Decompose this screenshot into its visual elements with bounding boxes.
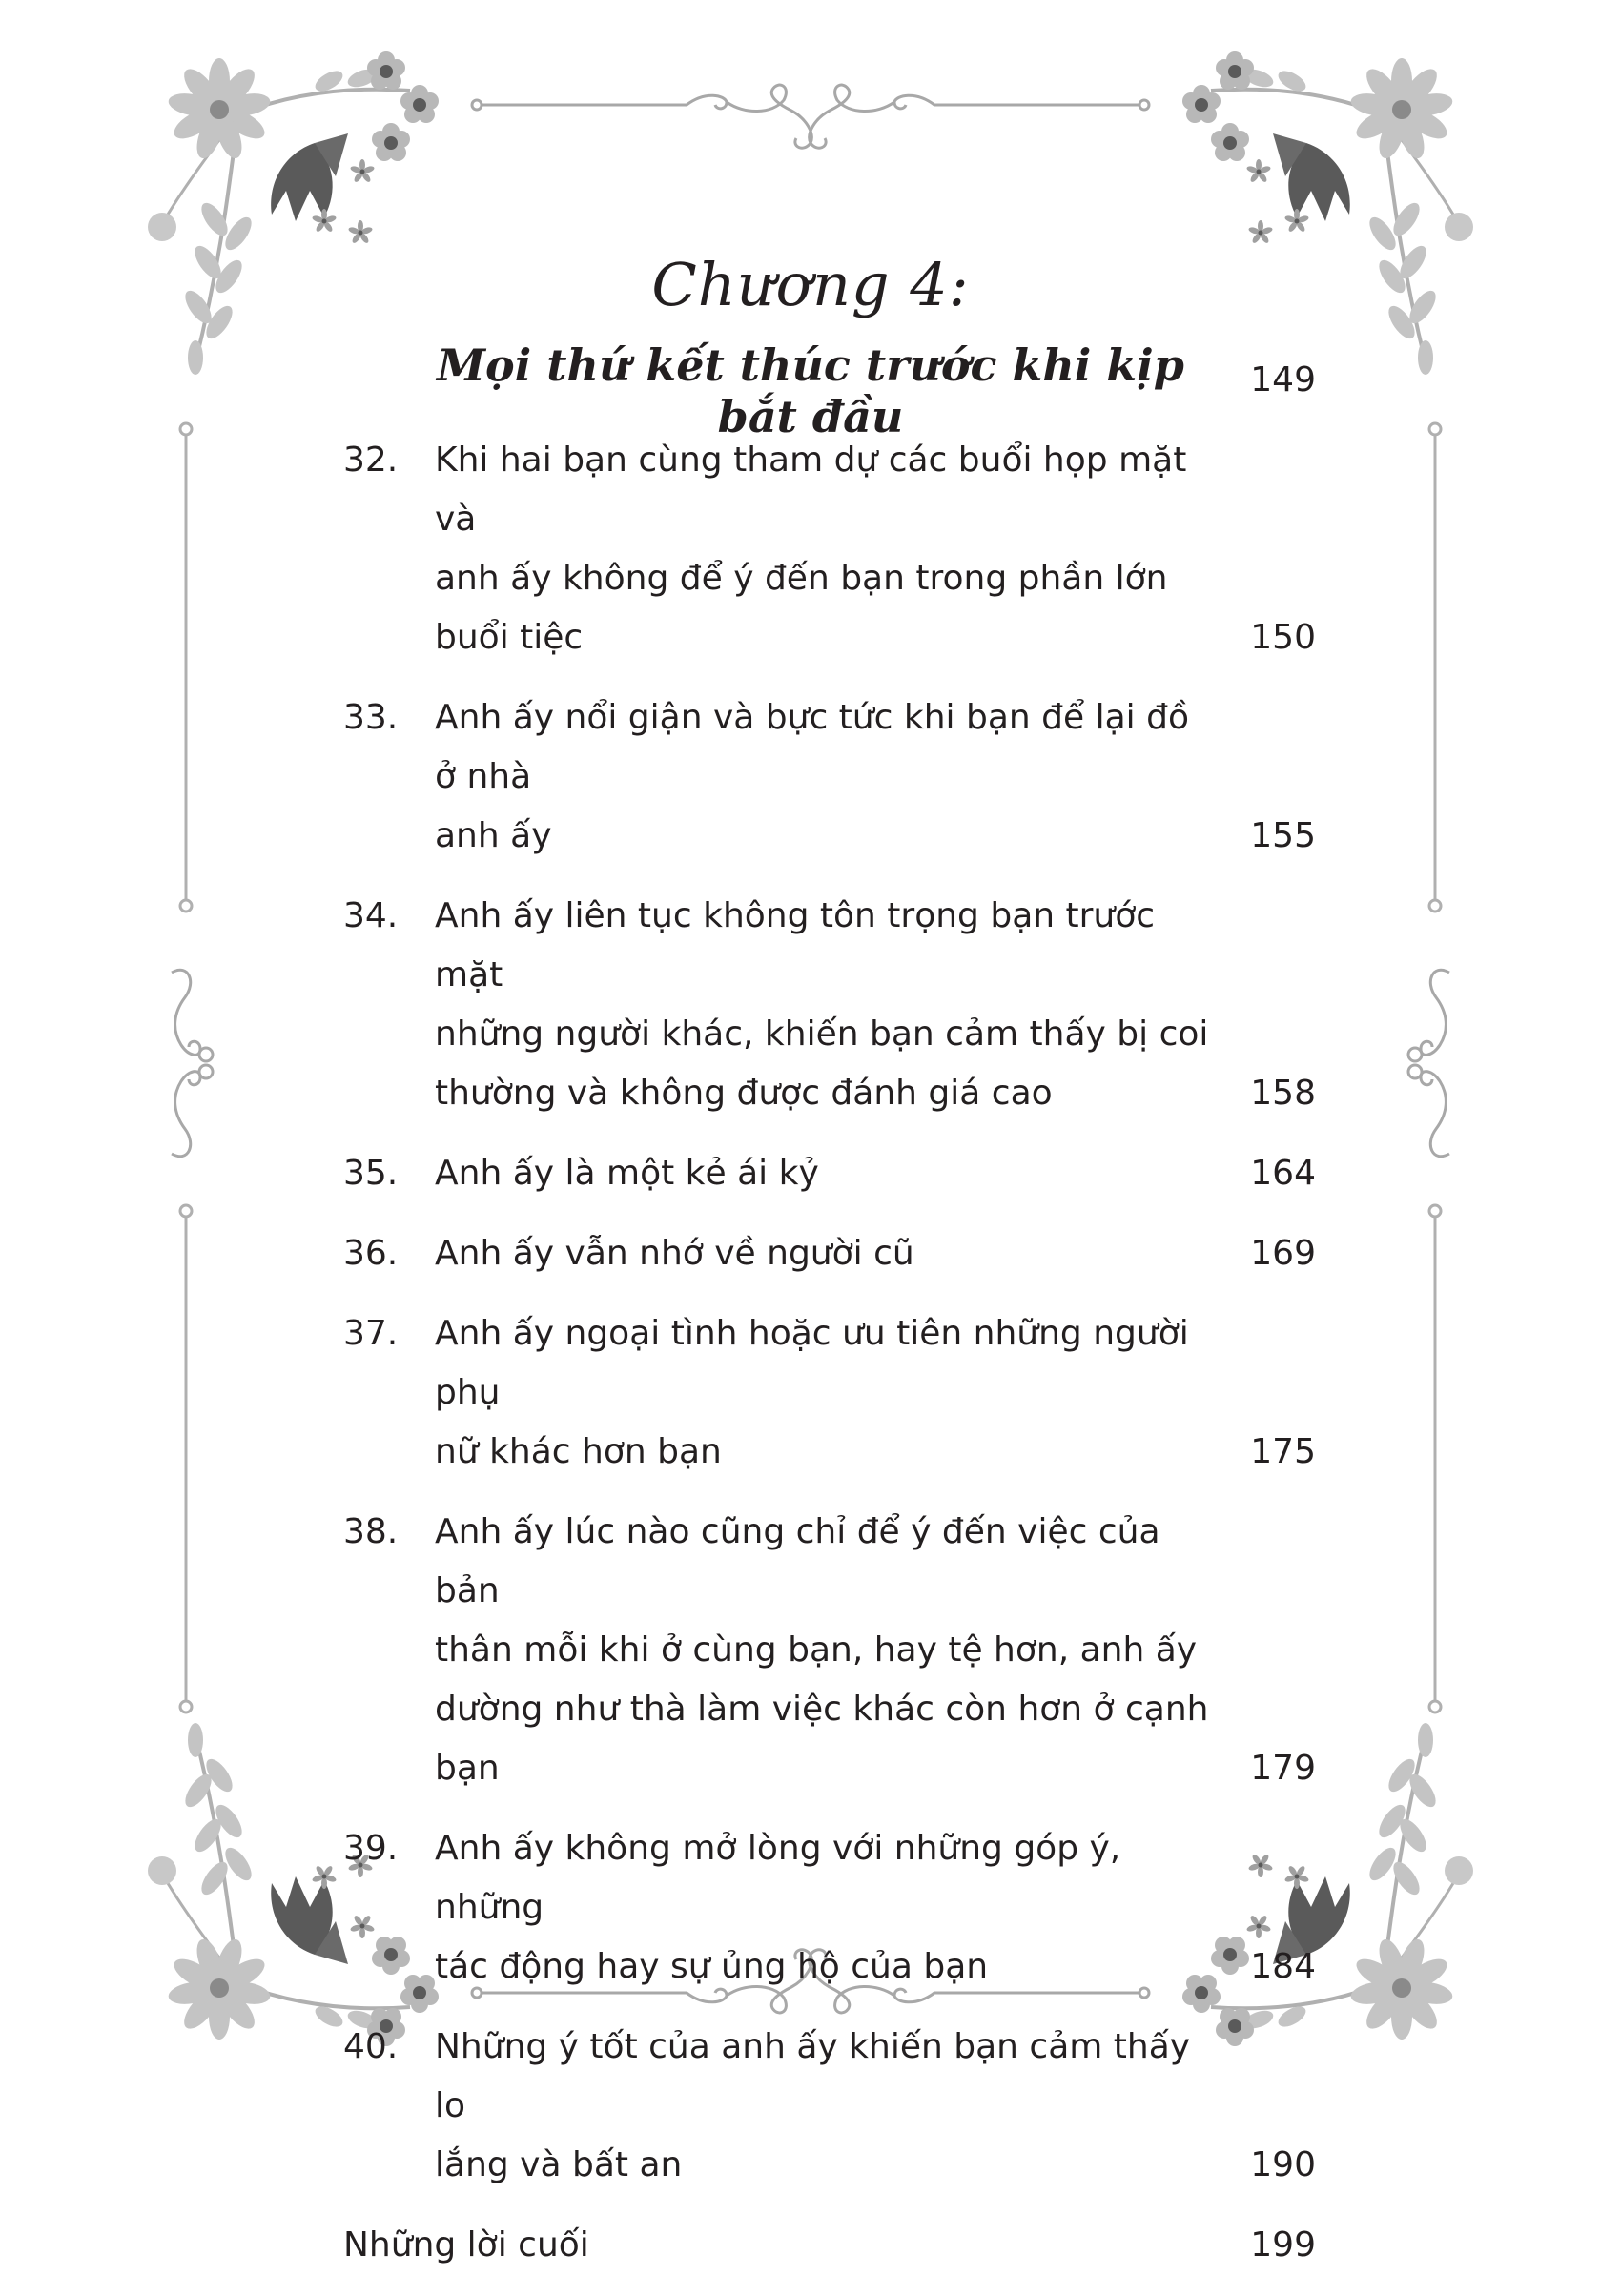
entry-page-number: 164	[1250, 1154, 1316, 1193]
flower-corner-top-left-icon	[148, 51, 439, 375]
entry-number: 34.	[343, 896, 399, 935]
entry-title: Anh ấy vẫn nhớ về người cũ	[435, 1234, 914, 1273]
toc-entry-34	[343, 887, 1316, 1123]
entry-title: Anh ấy lúc nào cũng chỉ để ý đến việc của bản thân mỗi khi ở cùng bạn, hay tệ hơn, anh ấy dường như thà làm việc khác còn hơn ở cạnh bạn	[435, 1512, 1209, 1788]
entry-title: Những ý tốt của anh ấy khiến bạn cảm thấy lo lắng và bất an	[435, 2027, 1191, 2184]
entry-number: 38.	[343, 1512, 399, 1551]
vertical-rule-left	[180, 423, 192, 1712]
chapter-page-number: 149	[1250, 360, 1316, 400]
entry-number: 40.	[343, 2027, 399, 2066]
flower-corner-top-right-icon	[1182, 51, 1473, 375]
toc-entry-36	[343, 1224, 1316, 1283]
entry-page-number: 150	[1250, 618, 1316, 657]
toc-entry-38	[343, 1503, 1316, 1798]
vertical-scroll-left-icon	[172, 970, 213, 1156]
entry-page-number: 175	[1250, 1432, 1316, 1471]
entry-page-number: 169	[1250, 1234, 1316, 1273]
entry-number: 36.	[343, 1234, 399, 1273]
chapter-label: Chương 4:	[651, 250, 970, 319]
entry-title: Anh ấy nổi giận và bực tức khi bạn để lại đồ ở nhà anh ấy	[435, 698, 1189, 855]
entry-number: 35.	[343, 1154, 399, 1193]
chapter-title: Mọi thứ kết thúc trước khi kịp bắt đầu	[437, 339, 1184, 442]
entry-page-number: 190	[1250, 2145, 1316, 2184]
toc-entry-closing	[343, 2216, 1316, 2275]
table-of-contents	[343, 431, 1316, 2296]
entry-number: 32.	[343, 441, 399, 480]
closing-page-number: 199	[1250, 2225, 1316, 2265]
toc-entry-33	[343, 688, 1316, 866]
entry-page-number: 155	[1250, 816, 1316, 855]
entry-title: Anh ấy liên tục không tôn trọng bạn trước mặt những người khác, khiến bạn cảm thấy bị coi thường và không được đánh giá cao	[435, 896, 1209, 1113]
vertical-scroll-right-icon	[1408, 970, 1449, 1156]
entry-number: 39.	[343, 1829, 399, 1868]
entry-page-number: 179	[1250, 1749, 1316, 1788]
entry-title: Khi hai bạn cùng tham dự các buổi họp mặt và anh ấy không để ý đến bạn trong phần lớn buổi tiệc	[435, 441, 1187, 657]
entry-page-number: 158	[1250, 1074, 1316, 1113]
toc-entry-40	[343, 2018, 1316, 2195]
closing-title: Những lời cuối	[343, 2225, 589, 2265]
entry-title: Anh ấy ngoại tình hoặc ưu tiên những người phụ nữ khác hơn bạn	[435, 1314, 1189, 1471]
entry-page-number: 184	[1250, 1947, 1316, 1986]
entry-number: 37.	[343, 1314, 399, 1353]
vertical-rule-right	[1429, 423, 1441, 1712]
toc-entry-37	[343, 1304, 1316, 1482]
entry-title: Anh ấy không mở lòng với những góp ý, những tác động hay sự ủng hộ của bạn	[435, 1829, 1121, 1986]
entry-title: Anh ấy là một kẻ ái kỷ	[435, 1154, 819, 1193]
toc-entry-35	[343, 1144, 1316, 1203]
toc-entry-39	[343, 1819, 1316, 1997]
scroll-divider-top-icon	[472, 85, 1149, 148]
toc-entry-32	[343, 431, 1316, 667]
entry-number: 33.	[343, 698, 399, 737]
